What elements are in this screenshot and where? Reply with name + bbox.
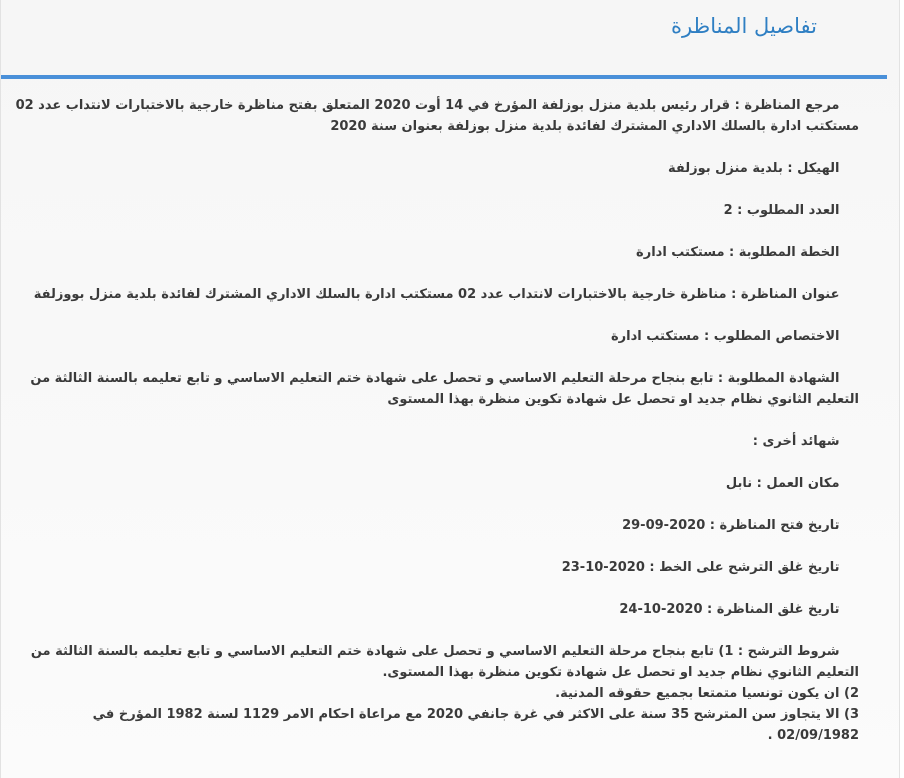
field-label: تاريخ فتح المناظرة : (705, 518, 839, 533)
field-required-degree (9, 368, 859, 410)
field-label: شهائد أخرى : (753, 434, 840, 449)
condition-line-1 (9, 641, 859, 683)
field-work-location (9, 473, 859, 494)
field-reference (9, 95, 859, 137)
field-value: نابل (725, 476, 753, 491)
field-value: 2020-09-29 (622, 518, 706, 533)
details-content (9, 95, 859, 746)
field-value: مستكتب ادارة (610, 329, 700, 344)
field-value: مناظرة خارجية بالاختبارات لانتداب عدد 02 مستكتب ادارة بالسلك الاداري المشترك لفائدة بلدية منزل بووزلفة (33, 287, 727, 302)
field-online-closing-date (9, 557, 859, 578)
field-opening-date (9, 515, 859, 536)
field-value: 2 (723, 203, 733, 218)
field-label: عنوان المناظرة : (727, 287, 840, 302)
field-label: الخطة المطلوبة : (725, 245, 840, 260)
field-value: قرار رئيس بلدية منزل بوزلفة المؤرخ في 14 أوت 2020 المتعلق بفتح مناظرة خارجية بالاختبارات لانتداب عدد 02 مستكتب ادارة بالسلك الاداري المشترك لفائدة بلدية منزل بوزلفة بعنوان سنة 2020 (15, 98, 859, 134)
field-label: العدد المطلوب : (733, 203, 840, 218)
field-closing-date (9, 599, 859, 620)
field-value: مستكتب ادارة (636, 245, 725, 260)
condition-line-2: 2) ان يكون تونسيا متمتعا بجميع حقوقه المدنية. (555, 686, 859, 701)
title-divider (1, 75, 887, 79)
condition-line-3: 3) الا يتجاوز سن المترشح 35 سنة على الاكثر في غرة جانفي 2020 مع مراعاة احكام الامر 1129 لسنة 1982 المؤرخ في 02/09/1982 . (92, 707, 859, 743)
field-label: الاختصاص المطلوب : (699, 329, 839, 344)
field-label: الشهادة المطلوبة : (713, 371, 839, 386)
field-value: تابع بنجاح مرحلة التعليم الاساسي و تحصل على شهادة ختم التعليم الاساسي و تابع تعليمه بالسنة الثالثة من التعليم الثانوي نظام جديد او تحصل عل شهادة تكوين منظرة بهذا المستوى (30, 371, 859, 407)
field-label: تاريخ غلق الترشح على الخط : (645, 560, 840, 575)
field-contest-title (9, 284, 859, 305)
condition-item: 1) تابع بنجاح مرحلة التعليم الاساسي و تحصل على شهادة ختم التعليم الاساسي و تابع تعليمه بالسنة الثالثة من التعليم الثانوي نظام جديد او تحصل عل شهادة تكوين منظرة بهذا المستوى. (30, 644, 859, 680)
page-title: تفاصيل المناظرة (670, 14, 817, 38)
field-label: مرجع المناظرة : (730, 98, 839, 113)
field-specialty (9, 326, 859, 347)
field-value: 2020-10-24 (619, 602, 703, 617)
field-structure (9, 158, 859, 179)
field-conditions (9, 641, 859, 746)
field-value: بلدية منزل بوزلفة (667, 161, 783, 176)
field-required-count (9, 200, 859, 221)
field-label: مكان العمل : (752, 476, 839, 491)
field-position (9, 242, 859, 263)
field-label: تاريخ غلق المناظرة : (703, 602, 840, 617)
field-label: الهيكل : (783, 161, 840, 176)
field-other-degrees (9, 431, 859, 452)
field-label: شروط الترشح : (733, 644, 839, 659)
field-value: 2020-10-23 (561, 560, 645, 575)
